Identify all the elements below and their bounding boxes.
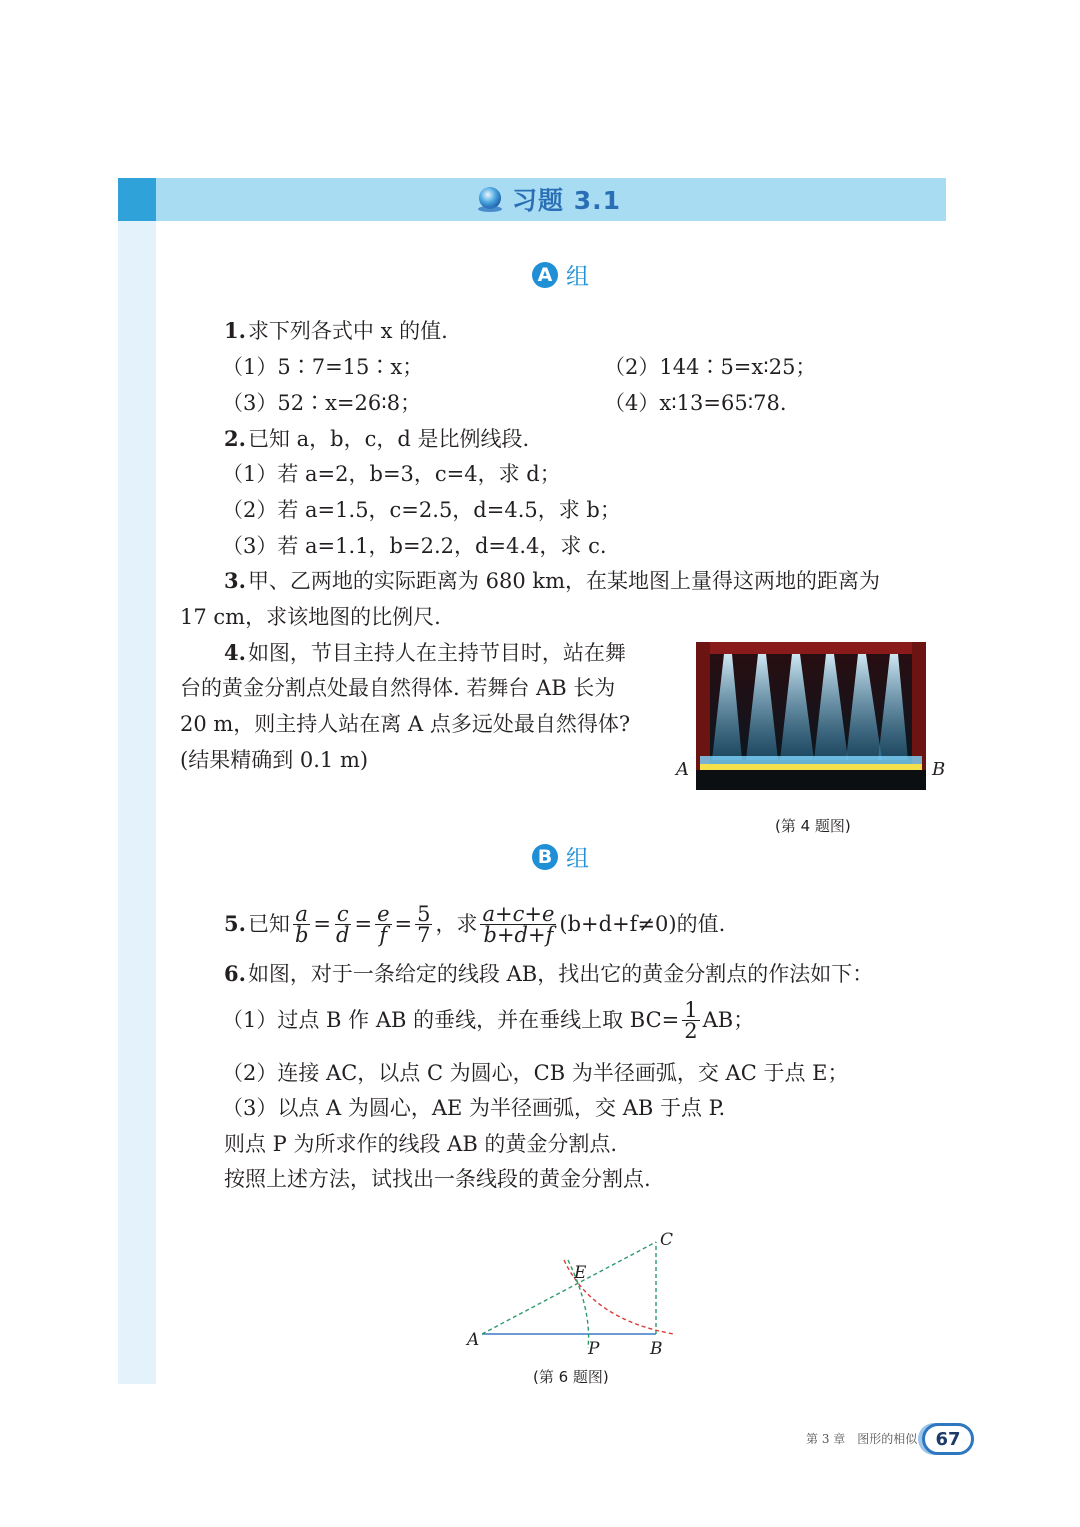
figure-4-caption: (第 4 题图) xyxy=(775,817,851,835)
question-3-line-1: 甲、乙两地的实际距离为 680 km，在某地图上量得这两地的距离为 xyxy=(247,569,881,593)
question-5-prefix: 已知 xyxy=(247,912,290,936)
question-number: 5. xyxy=(224,911,246,936)
question-6-part-1 xyxy=(222,996,754,1044)
question-3-line-2: 17 cm，求该地图的比例尺. xyxy=(180,605,441,629)
figure-4-label-b: B xyxy=(932,759,946,780)
group-b-label: 组 xyxy=(566,846,589,872)
question-6-text: 如图，对于一条给定的线段 AB，找出它的黄金分割点的作法如下： xyxy=(247,962,874,986)
question-number: 2. xyxy=(224,426,246,451)
globe-icon xyxy=(476,185,504,213)
group-b-badge: B xyxy=(532,844,558,870)
question-4-line-1: 如图，节目主持人在主持节目时，站在舞 xyxy=(247,641,626,665)
question-6-part-2: （2）连接 AC，以点 C 为圆心，CB 为半径画弧，交 AC 于点 E； xyxy=(222,1061,849,1085)
group-a-badge: A xyxy=(532,262,558,288)
question-4 xyxy=(224,640,626,666)
fraction-sum xyxy=(480,901,556,947)
fraction-denominator: d xyxy=(336,922,350,947)
fraction-numerator: 1 xyxy=(684,997,698,1022)
question-2-part-2: （2）若 a=1.5，c=2.5，d=4.5，求 b； xyxy=(222,498,621,522)
header-accent-square xyxy=(118,178,156,221)
question-1-part-1: （1）5∶7=15∶x； xyxy=(222,355,424,379)
fraction-5-7 xyxy=(415,901,432,947)
stage-photo xyxy=(696,642,926,790)
question-5-suffix: (b+d+f≠0)的值. xyxy=(559,912,726,936)
question-2-part-1: （1）若 a=2，b=3，c=4，求 d； xyxy=(222,462,561,486)
exercise-title-text: 习题 3.1 xyxy=(512,186,621,215)
figure-6-label-a: A xyxy=(467,1330,480,1350)
question-4-line-2: 台的黄金分割点处最自然得体. 若舞台 AB 长为 xyxy=(180,676,616,700)
question-number: 4. xyxy=(224,640,246,665)
fraction-numerator: 5 xyxy=(417,901,431,926)
question-4-line-3: 20 m，则主持人站在离 A 点多远处最自然得体? xyxy=(180,712,631,736)
question-6-task: 按照上述方法，试找出一条线段的黄金分割点. xyxy=(224,1167,651,1191)
question-1-part-2: （2）144∶5=x∶25； xyxy=(604,355,817,379)
figure-6-caption: (第 6 题图) xyxy=(533,1368,609,1386)
chapter-footer: 第 3 章 图形的相似 xyxy=(806,1432,918,1446)
question-2-text: 已知 a，b，c，d 是比例线段. xyxy=(247,427,530,451)
page-number: 67 xyxy=(922,1423,974,1455)
segment-ac xyxy=(482,1242,656,1334)
question-5-mid: ，求 xyxy=(435,912,478,936)
question-1 xyxy=(224,318,448,344)
question-3 xyxy=(224,568,880,594)
question-6-part-3: （3）以点 A 为圆心，AE 为半径画弧，交 AB 于点 P. xyxy=(222,1096,726,1120)
fraction-numerator: c xyxy=(336,901,349,926)
question-2-part-3: （3）若 a=1.1，b=2.2，d=4.4，求 c. xyxy=(222,534,607,558)
fraction-numerator: e xyxy=(377,901,390,926)
fraction-denominator: f xyxy=(379,922,388,947)
figure-4-label-a: A xyxy=(676,759,689,780)
group-b-heading xyxy=(532,840,589,873)
question-number: 6. xyxy=(224,961,246,986)
side-margin-band xyxy=(118,178,156,1384)
question-6 xyxy=(224,961,873,987)
question-6-conclusion: 则点 P 为所求作的线段 AB 的黄金分割点. xyxy=(224,1132,618,1156)
fraction-c-d xyxy=(334,901,351,947)
question-4-line-4: (结果精确到 0.1 m) xyxy=(180,748,369,772)
fraction-denominator: b+d+f xyxy=(483,922,554,947)
question-number: 3. xyxy=(224,568,246,593)
fraction-denominator: b xyxy=(294,922,309,947)
figure-6-label-b: B xyxy=(650,1339,663,1359)
fraction-denominator: 2 xyxy=(684,1018,698,1043)
question-1-part-3: （3）52∶x=26∶8； xyxy=(222,391,422,415)
question-6-part-1-prefix: （1）过点 B 作 AB 的垂线，并在垂线上取 BC= xyxy=(222,1008,680,1032)
question-5: 5. 已知 $\frac{a}{b}$ = $\frac{c}{d}$ = $\frac{e}{f}$ = $\frac{5}{7}$ ，求 $\frac{a+c+e}{b+d+f}$ (b+d+f≠0)的值. xyxy=(224,901,726,947)
question-number: 1. xyxy=(224,318,246,343)
fraction-a-b xyxy=(293,901,310,947)
fraction-e-f xyxy=(375,901,391,947)
question-1-part-4: （4）x∶13=65∶78. xyxy=(604,391,787,415)
question-1-text: 求下列各式中 x 的值. xyxy=(247,319,448,343)
figure-6-label-p: P xyxy=(588,1339,600,1359)
exercise-title xyxy=(476,182,621,216)
question-2 xyxy=(224,426,529,452)
fraction-denominator: 7 xyxy=(417,922,431,947)
fraction-one-half xyxy=(682,997,699,1043)
group-a-label: 组 xyxy=(566,264,589,290)
group-a-heading xyxy=(532,258,589,291)
question-6-part-1-suffix: AB； xyxy=(702,1008,755,1032)
figure-6-label-c: C xyxy=(660,1230,674,1250)
fraction-numerator: a xyxy=(295,901,308,926)
fraction-numerator: a+c+e xyxy=(482,901,555,926)
figure-6-label-e: E xyxy=(574,1263,587,1283)
